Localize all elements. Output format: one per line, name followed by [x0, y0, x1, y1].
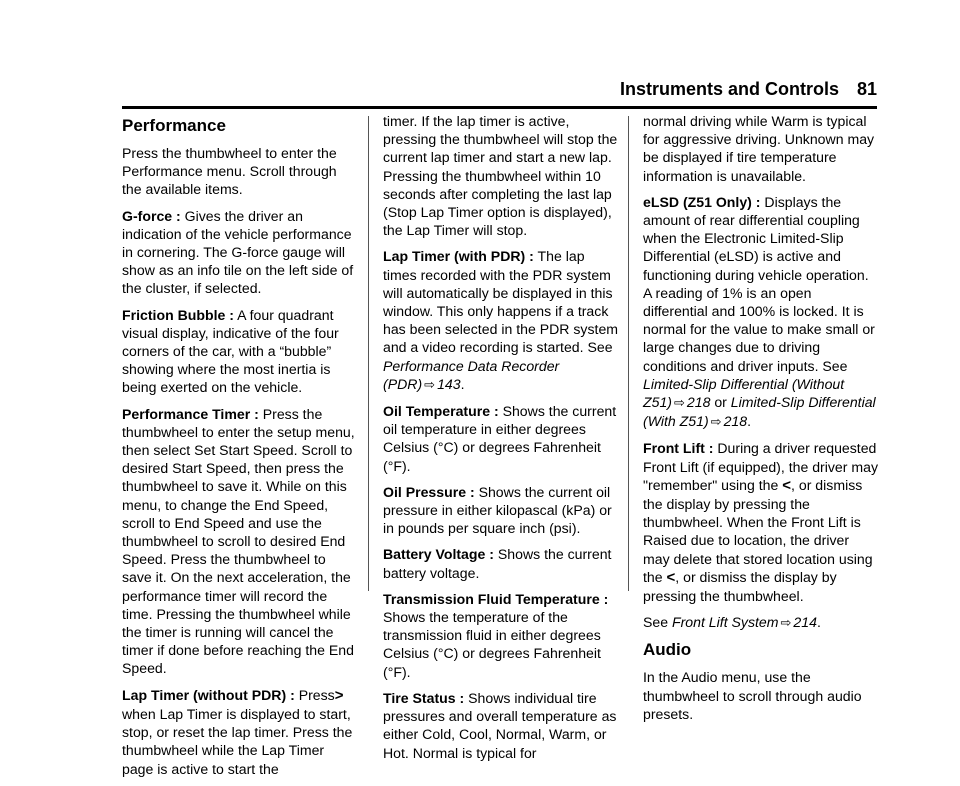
definition-lap-timer-with-pdr [383, 247, 619, 394]
definition-text: Shows the current battery voltage. [383, 546, 612, 581]
left-arrow-icon: < [666, 568, 676, 586]
section-title: Instruments and Controls [619, 79, 839, 99]
definition-text: Shows individual tire pressures and overall temperature as either Cold, Cool, Normal, Warm, or Hot. Normal is typical for [383, 689, 617, 761]
cross-reference[interactable]: Limited-Slip Differential (With Z51) [643, 394, 876, 430]
running-header [620, 79, 877, 100]
definition-text: Shows the current oil pressure in either kilopascal (kPa) or in pounds per square inch (psi). [383, 483, 612, 537]
column-1 [122, 112, 358, 786]
punctuation: . [816, 614, 821, 631]
term: Lap Timer (with PDR) : [383, 248, 534, 265]
definition-performance-timer [122, 405, 358, 678]
cross-reference[interactable]: Front Lift System [672, 614, 779, 631]
term: G-force : [122, 207, 181, 224]
definition-elsd [643, 193, 879, 284]
definition-front-lift [643, 439, 879, 605]
term: Battery Voltage : [383, 546, 494, 563]
page-reference[interactable]: 143 [437, 375, 461, 392]
definition-tire-status [383, 689, 619, 762]
cross-reference[interactable]: Limited-Slip Differential (Without Z51) [643, 375, 845, 411]
definition-text: Shows the current oil temperature in either degrees Celsius (°C) or degrees Fahrenheit (°F). [383, 403, 617, 474]
term: Oil Pressure : [383, 483, 475, 500]
column-divider [628, 116, 629, 591]
term: Oil Temperature : [383, 403, 499, 420]
column-3 [643, 112, 879, 731]
definition-friction-bubble [122, 306, 358, 397]
page-arrow-icon: ⇨ [424, 376, 436, 392]
header-rule [122, 106, 877, 109]
paragraph-elsd-reading [643, 284, 879, 432]
section-heading-performance: Performance [122, 116, 226, 135]
definition-battery-voltage [383, 545, 619, 581]
punctuation: . [460, 375, 465, 392]
paragraph-text: A reading of 1% is an open differential and 100% is locked. It is normal for the value to make small or large changes due to driving conditions and driver inputs. See [643, 284, 875, 374]
term: Transmission Fluid Temperature : [383, 590, 609, 607]
term: Tire Status : [383, 689, 465, 706]
definition-text: During a driver requested Front Lift (if equipped), the driver may "remember" using the [643, 440, 878, 493]
page-arrow-icon: ⇨ [780, 615, 792, 631]
see-also [643, 613, 879, 632]
section-heading-audio: Audio [643, 640, 692, 660]
left-arrow-icon: < [782, 476, 792, 494]
page-number: 81 [856, 79, 877, 99]
definition-text: Gives the driver an indication of the vehicle performance in cornering. The G-force gauge will show as an info tile on the left side of the cluster, if selected. [122, 207, 354, 297]
term: Friction Bubble : [122, 306, 234, 323]
definition-text: when Lap Timer is displayed to start, stop, or reset the lap timer. Press the thumbwheel while the Lap Timer page is active to start the [122, 705, 353, 777]
column-divider [368, 116, 369, 591]
definition-gforce [122, 207, 358, 298]
punctuation: . [747, 413, 751, 430]
term: Lap Timer (without PDR) : [122, 686, 295, 703]
definition-text: Press the thumbwheel to enter the setup menu, then select Set Start Speed. Scroll to desired Start Speed, then press the thumbwheel to save it. While on this menu, to change the End Speed, scroll to End Speed and use the thumbwheel to scroll to desired End Speed. Press the thumbwheel to save it. On the next acceleration, the performance timer will record the time. Pressing the thumbwheel while the timer is running will cancel the timer if done before reaching the End Speed. [122, 405, 355, 677]
page-reference[interactable]: 214 [793, 614, 817, 631]
term: Front Lift : [643, 440, 714, 457]
term: Performance Timer : [122, 405, 259, 422]
definition-text: Shows the temperature of the transmission fluid in either degrees Celsius (°C) or degrees Fahrenheit (°F). [383, 609, 601, 680]
definition-text: , or dismiss the display by pressing the thumbwheel. When the Front Lift is Raised due to location, the driver may delete that stored location using the [643, 476, 873, 585]
definition-transmission-fluid-temperature [383, 590, 619, 681]
column-2 [383, 112, 619, 770]
paragraph: Press the thumbwheel to enter the Performance menu. Scroll through the available items. [122, 145, 337, 198]
term: eLSD (Z51 Only) : [643, 193, 761, 210]
paragraph: timer. If the lap timer is active, pressing the thumbwheel will stop the current lap timer and start a new lap. Pressing the thumbwheel within 10 seconds after completing the last lap (Stop Lap Timer option is displayed), the Lap Timer will stop. [383, 113, 618, 239]
definition-text: Displays the amount of rear differential coupling when the Electronic Limited-Slip Differential (eLSD) is active and functioning during vehicle operation. [643, 193, 869, 283]
definition-lap-timer-without-pdr [122, 686, 358, 778]
see-text: See [643, 614, 672, 631]
paragraph-text: or [710, 394, 731, 411]
right-arrow-icon: > [334, 686, 344, 704]
definition-text: The lap times recorded with the PDR system will automatically be displayed in this window. This only happens if a track has been selected in the PDR system and a video recording is started. See [383, 248, 619, 356]
page-reference[interactable]: 218 [686, 394, 711, 411]
definition-oil-temperature [383, 402, 619, 475]
paragraph: In the Audio menu, use the thumbwheel to scroll through audio presets. [643, 669, 862, 722]
page-arrow-icon: ⇨ [673, 395, 685, 411]
paragraph: normal driving while Warm is typical for aggressive driving. Unknown may be displayed if tire temperature information is unavailable. [643, 113, 875, 184]
cross-reference[interactable]: Performance Data Recorder (PDR) [383, 357, 560, 392]
definition-oil-pressure [383, 483, 619, 538]
definition-text: , or dismiss the display by pressing the thumbwheel. [643, 568, 837, 605]
page-arrow-icon: ⇨ [710, 414, 722, 430]
page-reference[interactable]: 218 [723, 413, 748, 430]
definition-text: Press [294, 686, 335, 703]
definition-text: A four quadrant visual display, indicative of the four corners of the car, with a “bubble” showing where the most inertia is being exerted on the vehicle. [122, 306, 339, 396]
